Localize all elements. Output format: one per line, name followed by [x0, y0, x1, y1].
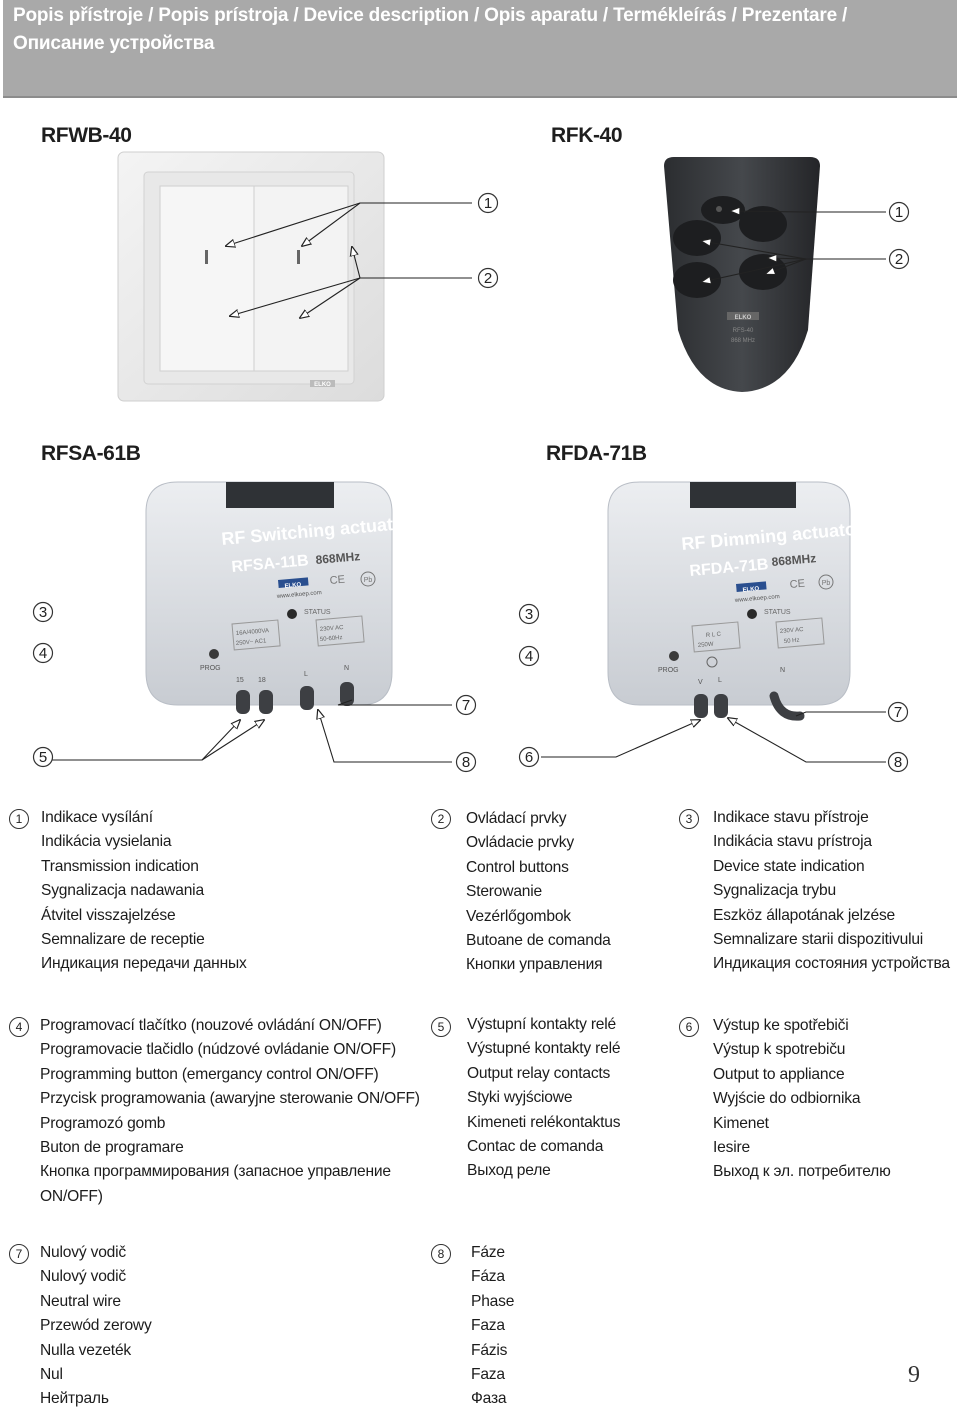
product-label-rfda: RFDA-71B	[546, 442, 647, 465]
legend-num-7: 7	[9, 1244, 29, 1264]
rfsa-model-print: RFSA-11B	[230, 552, 310, 576]
callout-num-6: 6	[524, 749, 534, 766]
legend-desc-3-line: Sygnalizacja trybu	[713, 882, 836, 900]
legend-desc-7-line: Нейтраль	[40, 1390, 109, 1408]
callout-num-1-remote: 1	[894, 204, 904, 221]
actuator-rfda71b	[541, 482, 886, 762]
callout-num-2-remote: 2	[894, 251, 904, 268]
header-title-line2: Описание устройства	[13, 33, 215, 54]
legend-desc-4-line: Programming button (emergancy control ON/OFF)	[40, 1065, 379, 1083]
rfsa-url-print: www.elkoep.com	[276, 590, 323, 600]
legend-num-1: 1	[9, 809, 29, 829]
rfda-rating2-print: 250W	[697, 641, 714, 649]
legend-num-4: 4	[9, 1017, 29, 1037]
legend-desc-7-line: Nulla vezeték	[40, 1341, 132, 1359]
rfda-rating-print: R L C	[705, 631, 722, 639]
legend-desc-5-line: Выход реле	[467, 1162, 551, 1180]
legend-desc-6-line: Iesire	[713, 1139, 750, 1157]
legend-desc-6-line: Output to appliance	[713, 1065, 845, 1083]
rfda-voltage-print: 230V AC	[779, 626, 804, 635]
legend-desc-4-line: Buton de programare	[40, 1139, 184, 1157]
product-label-rfk: RFK-40	[551, 124, 623, 147]
legend-desc-8-line: Fáze	[471, 1244, 505, 1261]
callout-num-3-rfsa: 3	[38, 604, 48, 621]
callout-num-5: 5	[38, 749, 48, 766]
rfsa-status-print: STATUS	[304, 609, 331, 616]
legend-desc-3-line: Indikace stavu přístroje	[713, 809, 869, 826]
legend-desc-1-line: Sygnalizacja nadawania	[41, 882, 204, 900]
callout-num-7-rfsa: 7	[461, 697, 471, 714]
rfsa-rating2-print: 250V~ AC1	[235, 638, 267, 647]
legend-desc-1-line: Indikácia vysielania	[41, 833, 172, 851]
legend-desc-7-line: Nulový vodič	[40, 1268, 127, 1286]
switch-led-left	[205, 250, 208, 264]
rfsa-voltage-print: 230V AC	[319, 624, 344, 633]
legend-desc-2-line: Control buttons	[466, 858, 569, 876]
legend-desc-4-line: Przycisk programowania (awaryjne sterowanie ON/OFF)	[40, 1090, 420, 1108]
legend-desc-6	[713, 1014, 891, 1185]
legend-desc-2-line: Ovládací prvky	[466, 810, 567, 827]
rfsa-elko-badge-text: ELKO	[284, 582, 302, 590]
legend-desc-4-line: Programovacie tlačidlo (núdzové ovládanie ON/OFF)	[40, 1041, 396, 1059]
legend-desc-3-line: Device state indication	[713, 857, 865, 875]
rfsa-title-print: RF Switching actuator	[220, 512, 412, 549]
rfda-status-led	[747, 609, 757, 619]
legend-desc-4	[40, 1014, 420, 1209]
rfda-model-print: RFDA-71B	[688, 556, 770, 580]
rfda-prog-button	[669, 651, 679, 661]
rfda-title-print: RF Dimming actuator	[680, 518, 864, 554]
legend-desc-5-line: Výstupní kontakty relé	[467, 1016, 617, 1033]
remote-rfk40	[664, 157, 886, 392]
legend-desc-7-line: Przewód zerowy	[40, 1317, 152, 1335]
legend-desc-1	[41, 806, 247, 977]
legend-desc-6-line: Výstup ke spotřebiči	[713, 1017, 849, 1034]
rfsa-term-l: L	[304, 671, 308, 678]
remote-freq-print: 868 MHz	[730, 338, 756, 344]
callout-num-8-rfda: 8	[893, 754, 903, 771]
legend-desc-3	[713, 806, 950, 977]
rfsa-top-slot	[226, 482, 334, 508]
callout-arrow-8-rfsa	[318, 710, 452, 762]
rfda-freq-print: 868MHz	[771, 551, 817, 569]
switch-led-right	[297, 250, 300, 264]
legend-desc-4-line: Programozó gomb	[40, 1114, 166, 1132]
legend-desc-8-line: Faza	[471, 1317, 505, 1335]
rfsa-freq-print: 868MHz	[315, 549, 361, 567]
remote-button-1	[701, 196, 745, 224]
legend-desc-6-line: Kimenet	[713, 1114, 769, 1132]
callout-num-3-rfda: 3	[524, 606, 534, 623]
rfsa-term-n: N	[344, 665, 350, 672]
legend-desc-2	[466, 807, 611, 978]
callout-arrow-6	[541, 720, 700, 757]
legend-desc-1-line: Indikace vysílání	[41, 809, 153, 826]
page-number: 9	[908, 1362, 920, 1388]
legend-desc-8	[471, 1241, 514, 1412]
legend-desc-3-line: Eszköz állapotának jelzése	[713, 906, 896, 924]
legend-desc-8-line: Faza	[471, 1366, 505, 1384]
callout-num-2-switch: 2	[483, 270, 493, 287]
legend-desc-2-line: Vezérlőgombok	[466, 907, 571, 925]
wall-switch-rfwb40	[118, 152, 472, 401]
rfsa-prog-print: PROG	[200, 665, 221, 672]
rfda-pb-mark: Pb	[821, 580, 831, 587]
legend-desc-5-line: Kimeneti relékontaktus	[467, 1113, 621, 1131]
header-title-line1: Popis přístroje / Popis prístroja / Device description / Opis aparatu / Termékleírás / Prezentare /	[13, 5, 848, 26]
remote-led	[716, 206, 722, 212]
callout-num-1-switch: 1	[483, 195, 493, 212]
legend-desc-3-line: Semnalizare starii dispozitivului	[713, 931, 924, 949]
product-label-rfsa: RFSA-61B	[41, 442, 141, 465]
elko-logo-text-plate: ELKO	[314, 382, 331, 388]
legend-desc-5	[467, 1013, 620, 1184]
legend-desc-4-line: Кнопка программирования (запасное управление ON/OFF)	[40, 1163, 391, 1205]
rfda-ce-mark: CE	[789, 577, 806, 591]
rfsa-pb-mark: Pb	[363, 577, 373, 584]
legend-num-6: 6	[679, 1017, 699, 1037]
legend-desc-2-line: Sterowanie	[466, 883, 543, 901]
legend-desc-1-line: Semnalizare de receptie	[41, 931, 205, 949]
rfda-url-print: www.elkoep.com	[734, 594, 781, 604]
rfda-term-l: L	[718, 677, 722, 684]
rfsa-freq-range-print: 50-60Hz	[319, 635, 343, 643]
remote-model-print: RFS-40	[732, 328, 754, 334]
callout-line-7-rfda	[796, 712, 886, 716]
remote-button-5	[673, 262, 721, 298]
rfda-status-print: STATUS	[764, 609, 791, 616]
legend-num-5: 5	[431, 1017, 451, 1037]
rfda-term-v: V	[698, 679, 703, 686]
legend-desc-8-line: Fáza	[471, 1268, 505, 1286]
legend-desc-5-line: Výstupné kontakty relé	[467, 1040, 621, 1058]
legend-desc-5-line: Styki wyjściowe	[467, 1089, 573, 1107]
legend-desc-2-line: Ovládacie prvky	[466, 834, 574, 852]
legend-desc-2-line: Butoane de comanda	[466, 932, 611, 950]
legend-desc-7-line: Nul	[40, 1366, 63, 1384]
legend-desc-6-line: Výstup k spotrebiču	[713, 1041, 846, 1059]
callout-num-7-rfda: 7	[893, 704, 903, 721]
callout-arrow-5-a	[36, 720, 240, 760]
elko-logo-text-remote: ELKO	[734, 315, 752, 321]
rfsa-term-15: 15	[236, 677, 244, 684]
legend-desc-1-line: Transmission indication	[41, 857, 199, 875]
legend-desc-2-line: Кнопки управления	[466, 956, 603, 974]
legend-desc-5-line: Output relay contacts	[467, 1064, 611, 1082]
legend-num-3: 3	[679, 809, 699, 829]
rfda-freq-range-print: 50 Hz	[783, 637, 800, 645]
callout-arrow-5-b	[202, 720, 264, 760]
legend-desc-6-line: Wyjście do odbiornika	[713, 1090, 861, 1108]
remote-button-3	[673, 220, 721, 256]
rfda-top-slot	[690, 482, 796, 508]
legend-desc-5-line: Contac de comanda	[467, 1138, 604, 1156]
callout-num-4-rfsa: 4	[38, 645, 48, 662]
legend-desc-7	[40, 1241, 152, 1412]
legend-num-2: 2	[431, 809, 451, 829]
rfsa-term-18: 18	[258, 677, 266, 684]
legend-num-8: 8	[431, 1244, 451, 1264]
rfsa-prog-button	[209, 649, 219, 659]
legend-desc-8-line: Фаза	[471, 1390, 507, 1408]
callout-arrow-8-rfda	[728, 718, 886, 762]
callout-arrow-2-remote-a	[768, 258, 886, 259]
legend-desc-7-line: Neutral wire	[40, 1292, 121, 1310]
rfda-elko-badge-text: ELKO	[742, 586, 760, 594]
callout-num-8-rfsa: 8	[461, 754, 471, 771]
legend-desc-7-line: Nulový vodič	[40, 1244, 127, 1261]
legend-desc-3-line: Indikácia stavu prístroja	[713, 833, 872, 851]
actuator-rfsa61b	[36, 482, 452, 762]
legend-desc-4-line: Programovací tlačítko (nouzové ovládání ON/OFF)	[40, 1017, 382, 1034]
legend-desc-8-line: Phase	[471, 1292, 515, 1310]
legend-desc-1-line: Átvitel visszajelzése	[41, 906, 176, 924]
rfsa-status-led	[287, 609, 297, 619]
product-label-rfwb: RFWB-40	[41, 124, 132, 147]
rfsa-rating-print: 16A/4000VA	[235, 628, 270, 637]
rfda-prog-print: PROG	[658, 667, 679, 674]
rfda-term-n: N	[780, 667, 786, 674]
callout-num-4-rfda: 4	[524, 648, 534, 665]
rfsa-ce-mark: CE	[329, 573, 346, 587]
legend-desc-1-line: Индикация передачи данных	[41, 955, 247, 973]
legend-desc-8-line: Fázis	[471, 1341, 508, 1359]
legend-desc-6-line: Выход к эл. потребителю	[713, 1163, 891, 1181]
legend-desc-3-line: Индикация состояния устройства	[713, 955, 950, 973]
